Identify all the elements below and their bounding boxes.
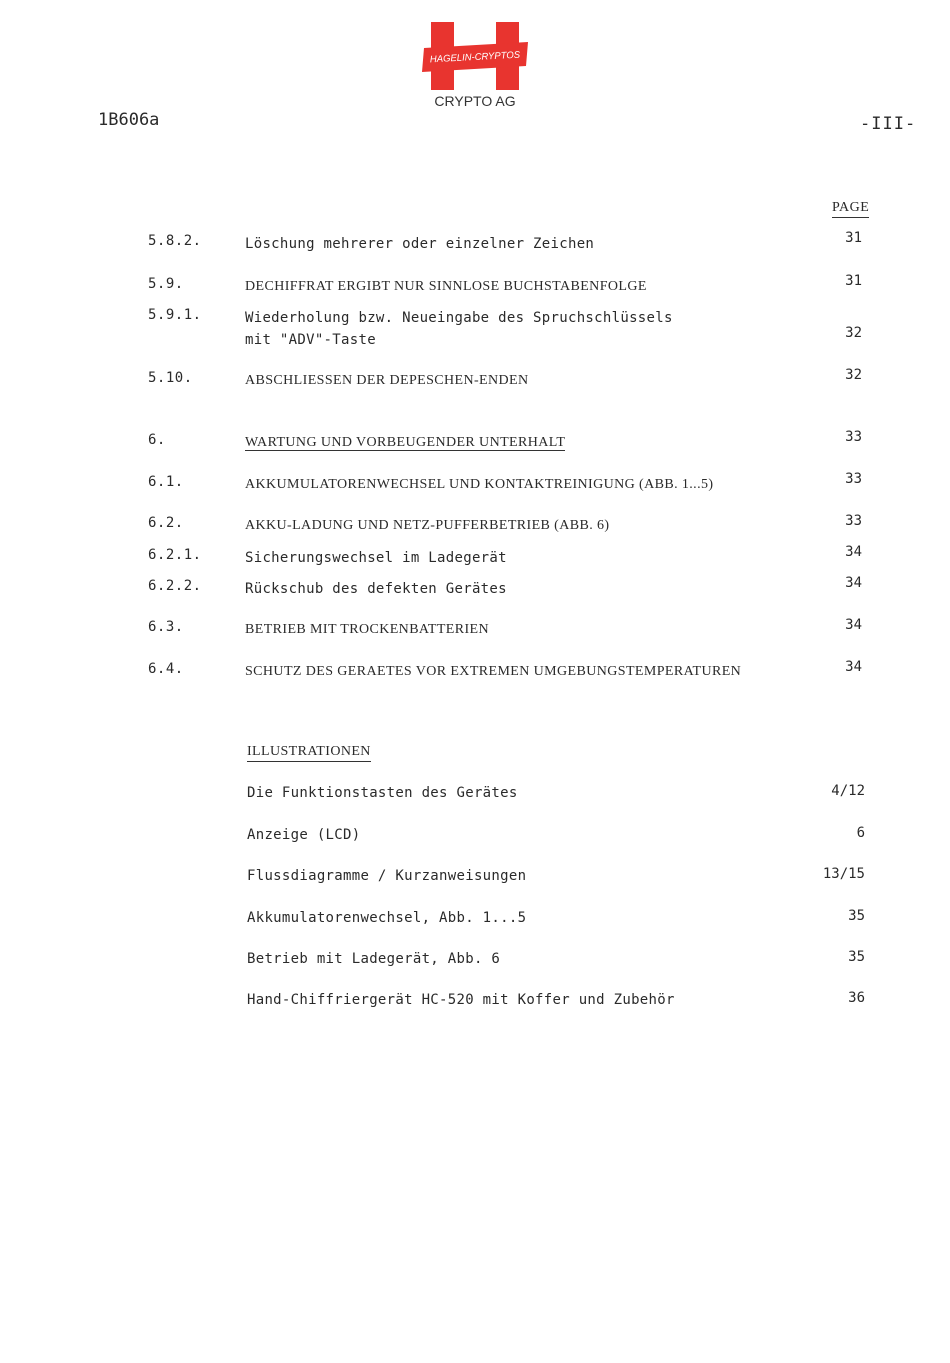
company-name: CRYPTO AG [434,93,516,109]
illustration-page: 36 [848,990,865,1006]
toc-entry-number: 5.10. [148,370,193,386]
illustration-title: Die Funktionstasten des Gerätes [247,785,518,801]
toc-entry-title: ABSCHLIESSEN DER DEPESCHEN-ENDEN [245,373,529,388]
toc-entry-page: 31 [845,230,862,246]
page-number: -III- [860,114,917,134]
toc-entry-title: AKKUMULATORENWECHSEL UND KONTAKTREINIGUNG (ABB. 1...5) [245,477,714,492]
toc-entry-number: 5.8.2. [148,233,202,249]
toc-entry-title: DECHIFFRAT ERGIBT NUR SINNLOSE BUCHSTABENFOLGE [245,279,647,294]
toc-entry-title: Sicherungswechsel im Ladegerät [245,550,507,566]
illustration-title: Betrieb mit Ladegerät, Abb. 6 [247,951,501,967]
document-id: 1B606a [98,110,160,130]
toc-entry-number: 5.9.1. [148,307,202,323]
toc-entry-number: 6.3. [148,619,184,635]
page-column-header: PAGE [832,200,869,218]
illustration-title: Hand-Chiffriergerät HC-520 mit Koffer und Zubehör [247,992,675,1008]
toc-entry-title: SCHUTZ DES GERAETES VOR EXTREMEN UMGEBUNGSTEMPERATUREN [245,664,742,679]
toc-entry-page: 32 [845,325,862,341]
toc-entry-page: 32 [845,367,862,383]
illustration-page: 35 [848,949,865,965]
toc-entry-page: 31 [845,273,862,289]
toc-entry-number: 6.2.1. [148,547,202,563]
toc-entry-page: 34 [845,544,862,560]
toc-entry-title: AKKU-LADUNG UND NETZ-PUFFERBETRIEB (ABB. 6) [245,518,610,533]
toc-entry-title-continued: mit "ADV"-Taste [245,332,376,348]
toc-entry-title: WARTUNG UND VORBEUGENDER UNTERHALT [245,435,566,450]
toc-entry-number: 6.1. [148,474,184,490]
toc-entry-number: 6.2. [148,515,184,531]
toc-entry-number: 6. [148,432,166,448]
illustration-page: 35 [848,908,865,924]
toc-entry-number: 5.9. [148,276,184,292]
toc-entry-number: 6.4. [148,661,184,677]
illustration-page: 13/15 [822,866,865,882]
toc-entry-number: 6.2.2. [148,578,202,594]
toc-entry-title: Rückschub des defekten Gerätes [245,581,507,597]
toc-entry-page: 34 [845,575,862,591]
illustration-page: 4/12 [831,783,865,799]
toc-entry-page: 34 [845,617,862,633]
toc-entry-title: BETRIEB MIT TROCKENBATTERIEN [245,622,490,637]
toc-entry-page: 33 [845,471,862,487]
illustration-title: Flussdiagramme / Kurzanweisungen [247,868,527,884]
hagelin-cryptos-logo [418,18,532,94]
toc-entry-title: Wiederholung bzw. Neueingabe des Spruchschlüssels mit "ADV"-Taste [245,310,673,348]
illustrations-heading: ILLUSTRATIONEN [247,744,371,762]
toc-entry-page: 33 [845,513,862,529]
toc-entry-title: Löschung mehrerer oder einzelner Zeichen [245,236,595,252]
illustration-page: 6 [856,825,865,841]
toc-entry-page: 33 [845,429,862,445]
illustration-title: Anzeige (LCD) [247,827,361,843]
toc-entry-page: 34 [845,659,862,675]
illustration-title: Akkumulatorenwechsel, Abb. 1...5 [247,910,527,926]
logo-text: HAGELIN-CRYPTOS [429,49,521,66]
